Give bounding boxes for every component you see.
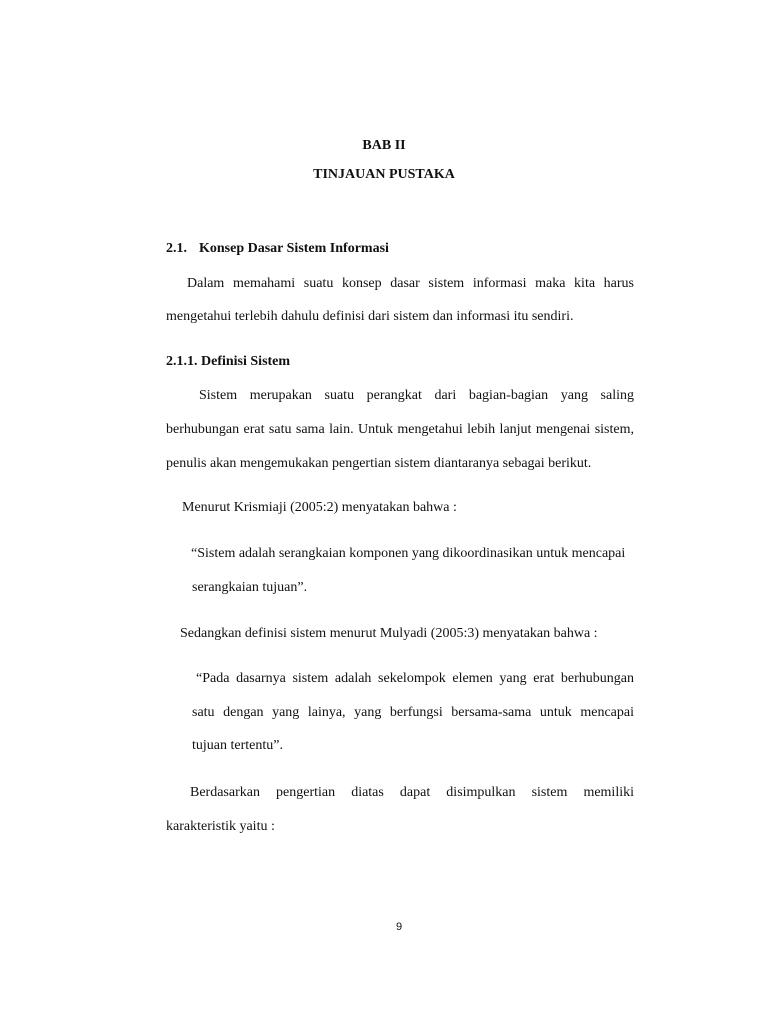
definisi-paragraph-line-3: penulis akan mengemukakan pengertian sistem diantaranya sebagai berikut. — [166, 456, 592, 471]
definisi-paragraph-line-2: berhubungan erat satu sama lain. Untuk mengetahui lebih lanjut mengenai sistem, — [166, 422, 634, 437]
chapter-title: TINJAUAN PUSTAKA — [313, 167, 455, 182]
krismiaji-quote-line-2: serangkaian tujuan”. — [192, 580, 308, 595]
section-2-1-1-heading: 2.1.1. Definisi Sistem — [166, 354, 291, 369]
definisi-paragraph-line-1: Sistem merupakan suatu perangkat dari bagian-bagian yang saling — [199, 388, 634, 403]
section-2-1-paragraph-line-1: Dalam memahami suatu konsep dasar sistem informasi maka kita harus — [187, 276, 634, 291]
page-number: 9 — [395, 921, 403, 933]
conclusion-line-1: Berdasarkan pengertian diatas dapat disimpulkan sistem memiliki — [190, 785, 634, 800]
chapter-number: BAB II — [362, 138, 406, 153]
mulyadi-quote-line-1: “Pada dasarnya sistem adalah sekelompok elemen yang erat berhubungan — [196, 671, 634, 686]
section-2-1-paragraph-line-2: mengetahui terlebih dahulu definisi dari sistem dan informasi itu sendiri. — [166, 309, 574, 324]
mulyadi-quote-line-2: satu dengan yang lainya, yang berfungsi bersama-sama untuk mencapai — [192, 705, 634, 720]
section-2-1-number: 2.1. — [166, 241, 187, 256]
mulyadi-quote-line-3: tujuan tertentu”. — [192, 738, 283, 753]
section-2-1-title: Konsep Dasar Sistem Informasi — [199, 241, 389, 256]
krismiaji-quote-line-1: “Sistem adalah serangkaian komponen yang dikoordinasikan untuk mencapai — [191, 546, 626, 561]
conclusion-line-2: karakteristik yaitu : — [166, 819, 275, 834]
krismiaji-intro: Menurut Krismiaji (2005:2) menyatakan bahwa : — [182, 500, 457, 515]
mulyadi-intro: Sedangkan definisi sistem menurut Mulyadi (2005:3) menyatakan bahwa : — [180, 626, 598, 641]
